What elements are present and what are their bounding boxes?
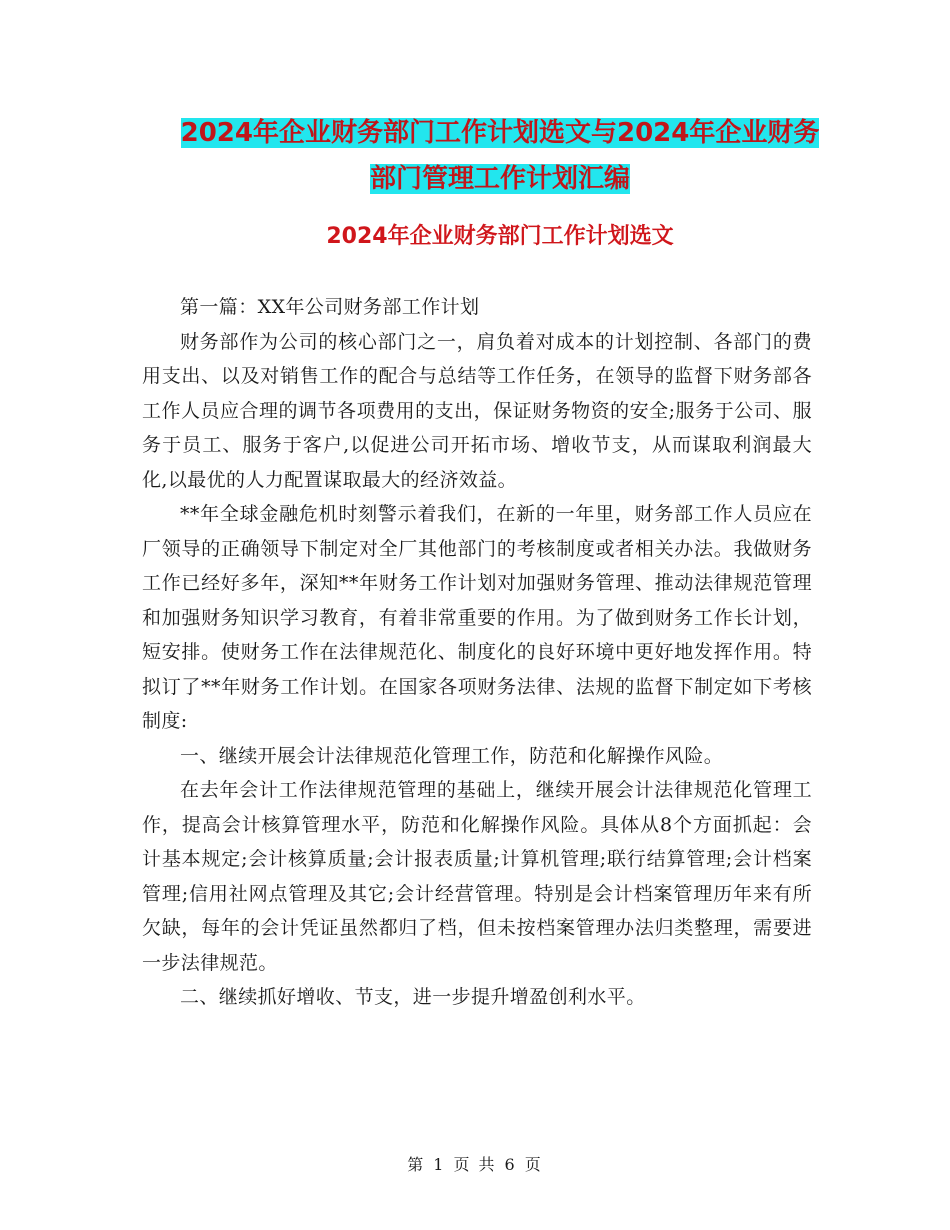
document-body <box>142 290 812 1015</box>
paragraph: 在去年会计工作法律规范管理的基础上，继续开展会计法律规范化管理工作，提高会计核算管理水平，防范和化解操作风险。具体从8个方面抓起：会计基本规定;会计核算质量;会计报表质量;计算机管理;联行结算管理;会计档案管理;信用社网点管理及其它;会计经营管理。特别是会计档案管理历年来有所欠缺，每年的会计凭证虽然都归了档，但未按档案管理办法归类整理，需要进一步法律规范。 <box>142 779 812 974</box>
footer-mid: 页 共 <box>453 1155 497 1174</box>
footer-prefix: 第 <box>407 1155 426 1174</box>
section-title: 2024年企业财务部门工作计划选文 <box>326 224 674 249</box>
paragraph: **年全球金融危机时刻警示着我们，在新的一年里，财务部工作人员应在厂领导的正确领导下制定对全厂其他部门的考核制度或者相关办法。我做财务工作已经好多年，深知**年财务工作计划对加强财务管理、推动法律规范管理和加强财务知识学习教育，有着非常重要的作用。为了做到财务工作长计划，短安排。使财务工作在法律规范化、制度化的良好环境中更好地发挥作用。特拟订了**年财务工作计划。在国家各项财务法律、法规的监督下制定如下考核制度: <box>142 503 812 732</box>
document-title-line-2: 部门管理工作计划汇编 <box>369 164 630 194</box>
paragraph-heading: 第一篇：XX年公司财务部工作计划 <box>180 296 480 318</box>
document-title <box>140 110 860 202</box>
paragraph: 二、继续抓好增收、节支，进一步提升增盈创利水平。 <box>180 986 646 1008</box>
document-title-line-1: 2024年企业财务部门工作计划选文与2024年企业财务 <box>180 118 820 148</box>
paragraph: 财务部作为公司的核心部门之一，肩负着对成本的计划控制、各部门的费用支出、以及对销售工作的配合与总结等工作任务，在领导的监督下财务部各工作人员应合理的调节各项费用的支出，保证财务物资的安全;服务于公司、服务于员工、服务于客户,以促进公司开拓市场、增收节支，从而谋取利润最大化,以最优的人力配置谋取最大的经济效益。 <box>142 330 812 491</box>
paragraph: 一、继续开展会计法律规范化管理工作，防范和化解操作风险。 <box>180 744 724 767</box>
page-number: 1 <box>433 1155 446 1174</box>
page-total: 6 <box>504 1155 517 1174</box>
footer-suffix: 页 <box>524 1155 543 1174</box>
page-footer <box>0 1152 950 1175</box>
